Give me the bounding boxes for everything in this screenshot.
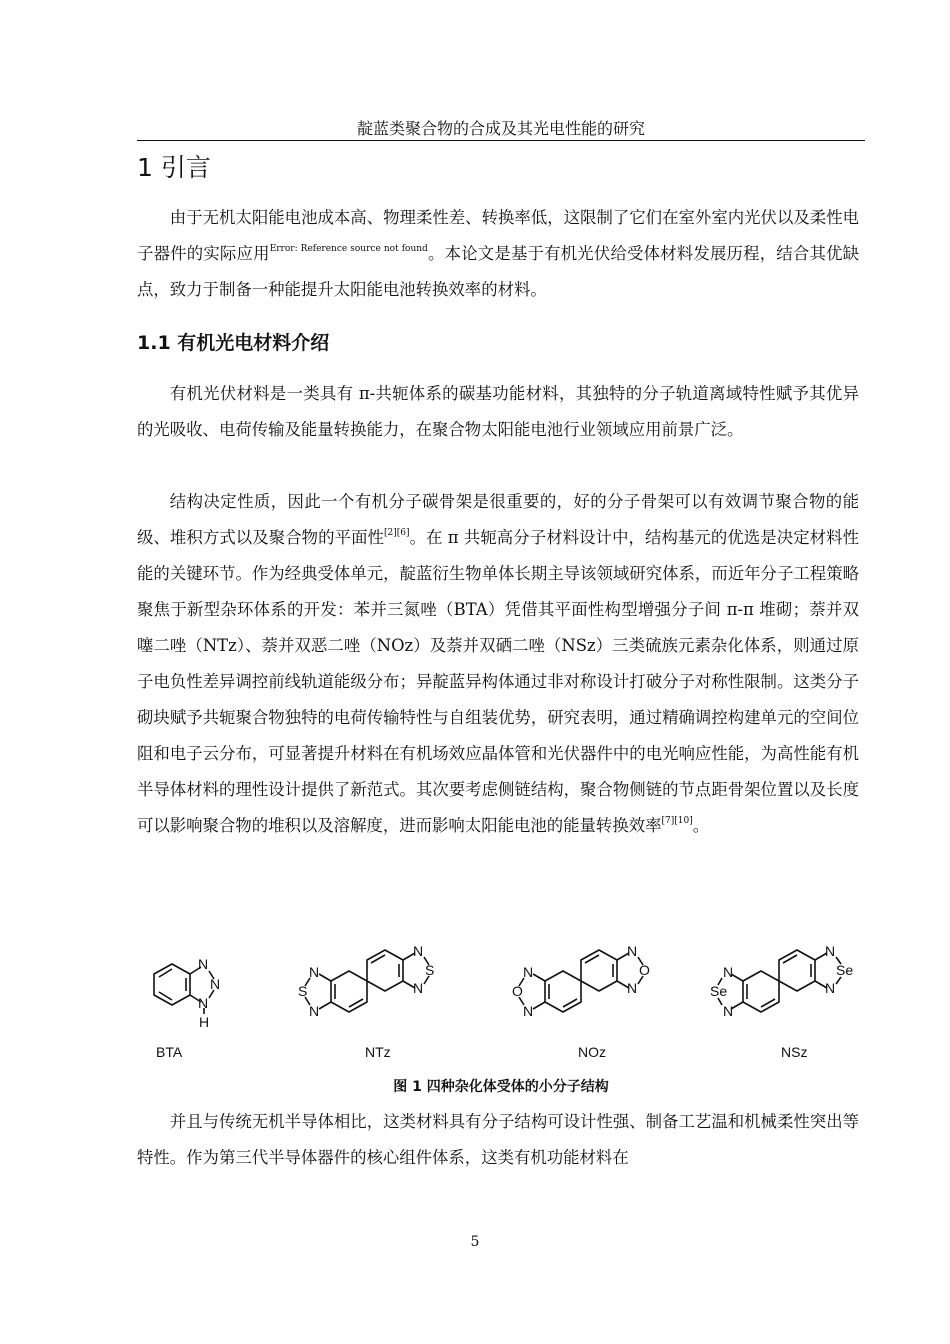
atom-label: N bbox=[413, 943, 424, 959]
atom-label: O bbox=[512, 983, 523, 999]
atom-label: N bbox=[198, 956, 209, 972]
header-rule bbox=[137, 140, 865, 141]
molecule-label-bta: BTA bbox=[156, 1044, 183, 1060]
figure-caption: 图 1 四种杂化体受体的小分子结构 bbox=[393, 1079, 609, 1095]
atom-label: N bbox=[198, 995, 209, 1011]
page-number: 5 bbox=[470, 1234, 480, 1250]
atom-label: O bbox=[639, 962, 650, 978]
section-heading: 1 引言 bbox=[137, 153, 211, 182]
atom-label: Se bbox=[710, 983, 728, 999]
atom-label: N bbox=[723, 1003, 734, 1019]
paragraph-structure bbox=[137, 484, 859, 844]
paragraph-organic-materials: 有机光伏材料是一类具有 π-共轭体系的碳基功能材料，其独特的分子轨道离域特性赋予其优异的光吸收、电荷传输及能量转换能力，在聚合物太阳能电池行业领域应用前景广泛。 bbox=[137, 384, 859, 439]
citation: [7][10] bbox=[661, 816, 693, 826]
subsection-heading: 1.1 有机光电材料介绍 bbox=[137, 332, 330, 354]
molecule-label-ntz: NTz bbox=[365, 1044, 391, 1060]
running-header: 靛蓝类聚合物的合成及其光电性能的研究 bbox=[356, 119, 645, 138]
atom-label: S bbox=[298, 983, 308, 999]
intro-paragraph bbox=[137, 200, 859, 308]
figure-1 bbox=[137, 940, 865, 1070]
citation: [2][6] bbox=[384, 528, 410, 538]
atom-label: N bbox=[309, 964, 320, 980]
atom-label: Se bbox=[836, 962, 854, 978]
atom-label: N bbox=[627, 943, 638, 959]
atom-label: N bbox=[523, 964, 534, 980]
atom-label: N bbox=[309, 1003, 320, 1019]
paragraph-text: 。在 π 共轭高分子材料设计中，结构基元的优选是决定材料性能的关键环节。作为经典受体单元，靛蓝衍生物单体长期主导该领域研究体系，而近年分子工程策略聚焦于新型杂环体系的开发：苯并三氮唑（BTA）凭借其平面性构型增强分子间 π-π 堆砌；萘并双噻二唑（NTz）、萘并双恶二唑（NOz）及萘并双硒二唑（NSz）三类硫族元素杂化体系，则通过原子电负性差异调控前线轨道能级分布；异靛蓝异构体通过非对称设计打破分子对称性限制。这类分子砌块赋予共轭聚合物独特的电荷传输特性与自组装优势，研究表明，通过精确调控构建单元的空间位阻和电子云分布，可显著提升材料在有机场效应晶体管和光伏器件中的电光响应性能，为高性能有机半导体材料的理性设计提供了新范式。其次要考虑侧链结构，聚合物侧链的节点距骨架位置以及长度可以影响聚合物的堆积以及溶解度，进而影响太阳能电池的能量转换效率 bbox=[137, 528, 859, 835]
molecule-label-noz: NOz bbox=[578, 1044, 606, 1060]
molecule-structures-drawing bbox=[137, 940, 865, 1070]
molecule-label-nsz: NSz bbox=[781, 1044, 808, 1060]
atom-label: S bbox=[425, 962, 435, 978]
paragraph-text: 。 bbox=[692, 816, 710, 835]
noz-structure bbox=[519, 950, 643, 1012]
atom-label: N bbox=[210, 976, 221, 992]
atom-label: N bbox=[825, 980, 836, 996]
paragraph-text: 结构决定性质，因此一个有机分子碳骨架是很重要的，好的分子骨架可以有效调节聚合物的能级、堆积方式以及聚合物的平面性 bbox=[137, 492, 859, 547]
atom-label: N bbox=[825, 943, 836, 959]
intro-text: 由于无机太阳能电池成本高、物理柔性差、转换率低，这限制了它们在室外室内光伏以及柔性电子器件的实际应用 bbox=[137, 208, 859, 263]
paragraph-continuation: 并且与传统无机半导体相比，这类材料具有分子结构可设计性强、制备工艺温和机械柔性突出等特性。作为第三代半导体器件的核心组件体系，这类有机功能材料在 bbox=[137, 1112, 859, 1167]
nsz-structure bbox=[718, 950, 841, 1012]
atom-label: N bbox=[627, 980, 638, 996]
atom-label: N bbox=[523, 1003, 534, 1019]
atom-label: N bbox=[723, 964, 734, 980]
intro-text-end: 。本论文是基于有机光伏给受体材料发展历程，结合其优缺点，致力于制备一种能提升太阳能电池转换效率的材料。 bbox=[137, 244, 860, 299]
atom-label: N bbox=[413, 980, 424, 996]
reference-error-note: Error: Reference source not found bbox=[269, 244, 428, 254]
atom-label: H bbox=[199, 1014, 210, 1030]
ntz-structure bbox=[305, 950, 429, 1012]
